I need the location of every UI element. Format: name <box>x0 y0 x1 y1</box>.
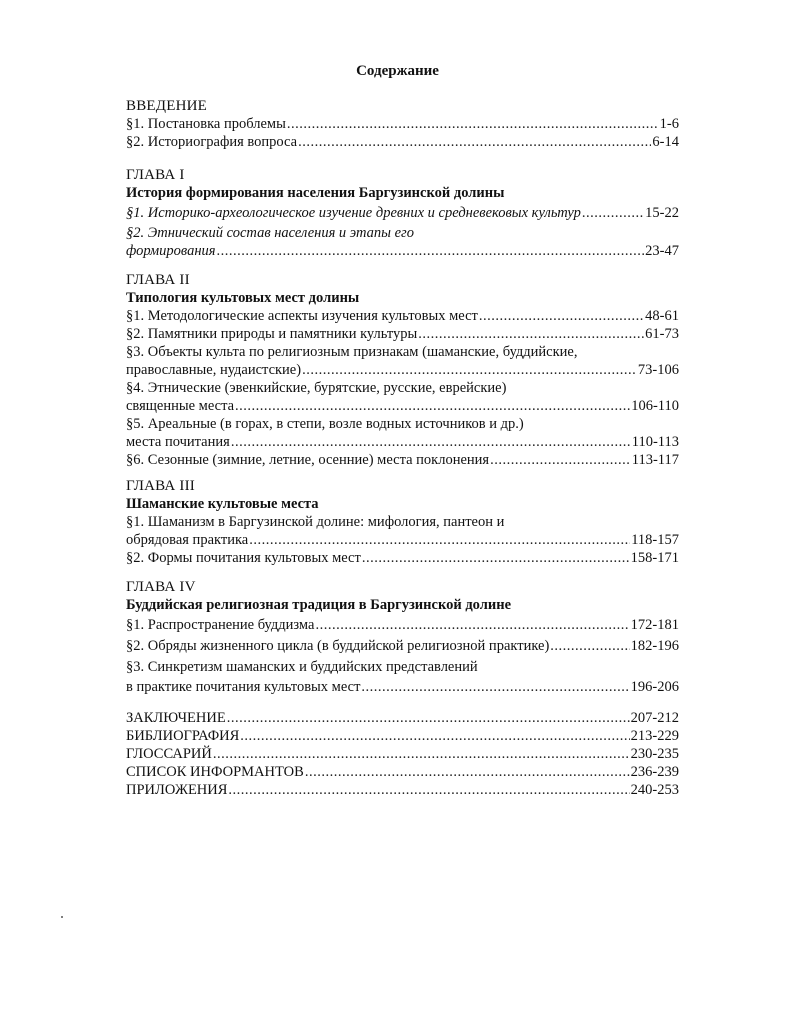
toc-entry-title-line1: §4. Этнические (эвенкийские, бурятские, русские, еврейские) <box>126 380 507 396</box>
dot-leader <box>231 433 631 451</box>
dot-leader <box>249 531 630 549</box>
dot-leader <box>298 133 651 151</box>
toc-entry-title-line1: §3. Синкретизм шаманских и буддийских представлений <box>126 659 478 675</box>
chapter-heading: ГЛАВА II <box>126 272 190 288</box>
dot-leader <box>305 763 630 781</box>
dot-leader <box>302 361 637 379</box>
toc-entry-title: ЗАКЛЮЧЕНИЕ <box>126 710 226 726</box>
chapter-2 <box>126 271 679 469</box>
toc-entry[interactable] <box>126 709 679 727</box>
toc-entry-pages: 110-113 <box>631 434 679 450</box>
toc-entry-pages: 73-106 <box>637 362 679 378</box>
toc-entry-title: §2. Памятники природы и памятники культуры <box>126 326 418 342</box>
dot-leader <box>582 204 644 222</box>
toc-entry-pages: 196-206 <box>630 679 679 695</box>
dot-leader <box>315 616 629 634</box>
toc-entry[interactable] <box>126 781 679 799</box>
toc-entry[interactable] <box>126 451 679 469</box>
toc-entry-title: §2. Обряды жизненного цикла (в буддийской религиозной практике) <box>126 638 550 654</box>
toc-entry-pages: 23-47 <box>645 243 679 259</box>
toc-entry[interactable] <box>126 307 679 325</box>
toc-entry-pages: 48-61 <box>645 308 679 324</box>
toc-entry[interactable] <box>126 727 679 745</box>
toc-entry-pages: 230-235 <box>630 746 679 762</box>
toc-entry-title: §1. Историко-археологическое изучение древних и средневековых культур <box>126 205 581 221</box>
toc-entry[interactable] <box>126 361 679 379</box>
dot-leader <box>235 397 630 415</box>
toc-entry[interactable] <box>126 531 679 549</box>
chapter-1 <box>126 166 679 260</box>
toc-entry-pages: 158-171 <box>630 550 679 566</box>
end-matter <box>126 709 679 799</box>
toc-entry-pages: 113-117 <box>631 452 679 468</box>
toc-entry[interactable] <box>126 637 679 655</box>
toc-entry-title: §2. Формы почитания культовых мест <box>126 550 361 566</box>
chapter-subtitle: Типология культовых мест долины <box>126 290 360 306</box>
toc-entry-title-line1: §3. Объекты культа по религиозным признакам (шаманские, буддийские, <box>126 344 578 360</box>
toc-entry-title-line2: в практике почитания культовых мест <box>126 679 361 695</box>
toc-entry-title: ГЛОССАРИЙ <box>126 746 212 762</box>
dot-leader <box>213 745 630 763</box>
toc-entry-pages: 182-196 <box>630 638 679 654</box>
toc-entry[interactable] <box>126 616 679 634</box>
toc-entry-title-line2: формирования <box>126 243 216 259</box>
toc-entry-title: БИБЛИОГРАФИЯ <box>126 728 240 744</box>
dot-leader <box>550 637 629 655</box>
toc-entry-title: §1. Постановка проблемы <box>126 116 286 132</box>
chapter-heading: ГЛАВА I <box>126 167 185 183</box>
dot-leader <box>228 781 629 799</box>
toc-entry[interactable] <box>126 549 679 567</box>
toc-entry-title-line2: православные, нудаистские) <box>126 362 302 378</box>
dot-leader <box>287 115 659 133</box>
toc-entry-pages: 240-253 <box>630 782 679 798</box>
chapter-heading: ГЛАВА IV <box>126 579 196 595</box>
dot-leader <box>240 727 629 745</box>
toc-entry[interactable] <box>126 325 679 343</box>
toc-entry-title-line1: §1. Шаманизм в Баргузинской долине: мифология, пантеон и <box>126 514 505 530</box>
toc-entry-pages: 236-239 <box>630 764 679 780</box>
toc-entry-title-line1: §2. Этнический состав населения и этапы его <box>126 225 414 241</box>
chapter-3 <box>126 477 679 567</box>
dot-leader <box>227 709 630 727</box>
scan-speck <box>61 916 63 918</box>
toc-entry[interactable] <box>126 678 679 696</box>
toc-entry[interactable] <box>126 242 679 260</box>
chapter-subtitle: Шаманские культовые места <box>126 496 319 512</box>
toc-entry-pages: 207-212 <box>630 710 679 726</box>
toc-entry-title: СПИСОК ИНФОРМАНТОВ <box>126 764 304 780</box>
dot-leader <box>362 549 630 567</box>
dot-leader <box>479 307 644 325</box>
dot-leader <box>361 678 629 696</box>
chapter-subtitle: История формирования населения Баргузинской долины <box>126 185 505 201</box>
dot-leader <box>217 242 645 260</box>
toc-entry-title-line1: §5. Ареальные (в горах, в степи, возле водных источников и др.) <box>126 416 524 432</box>
toc-entry-pages: 15-22 <box>645 205 679 221</box>
toc-entry-title-line2: священные места <box>126 398 235 414</box>
toc-entry[interactable] <box>126 204 679 222</box>
toc-entry-pages: 106-110 <box>631 398 679 414</box>
chapter-subtitle: Буддийская религиозная традиция в Баргузинской долине <box>126 597 512 613</box>
toc-entry-pages: 213-229 <box>630 728 679 744</box>
chapter-4 <box>126 578 679 696</box>
section-heading: ВВЕДЕНИЕ <box>126 98 207 114</box>
toc-entry-pages: 118-157 <box>631 532 679 548</box>
toc-entry[interactable] <box>126 115 679 133</box>
toc-entry-pages: 172-181 <box>630 617 679 633</box>
toc-entry-title-line2: места почитания <box>126 434 230 450</box>
toc-entry[interactable] <box>126 763 679 781</box>
toc-entry[interactable] <box>126 745 679 763</box>
toc-entry-title: ПРИЛОЖЕНИЯ <box>126 782 228 798</box>
toc-entry-pages: 61-73 <box>645 326 679 342</box>
toc-entry[interactable] <box>126 397 679 415</box>
dot-leader <box>490 451 631 469</box>
toc-entry-title: §2. Историография вопроса <box>126 134 298 150</box>
toc-entry-pages: 1-6 <box>659 116 679 132</box>
chapter-heading: ГЛАВА III <box>126 478 195 494</box>
toc-entry-title: §1. Распространение буддизма <box>126 617 315 633</box>
dot-leader <box>418 325 644 343</box>
toc-entry-title: §6. Сезонные (зимние, летние, осенние) места поклонения <box>126 452 490 468</box>
toc-entry[interactable] <box>126 133 679 151</box>
toc-entry-title-line2: обрядовая практика <box>126 532 249 548</box>
toc-entry[interactable] <box>126 433 679 451</box>
toc-entry-pages: 6-14 <box>652 134 679 150</box>
section-introduction <box>126 97 679 151</box>
toc-entry-title: §1. Методологические аспекты изучения культовых мест <box>126 308 478 324</box>
page-title: Содержание <box>356 63 439 79</box>
